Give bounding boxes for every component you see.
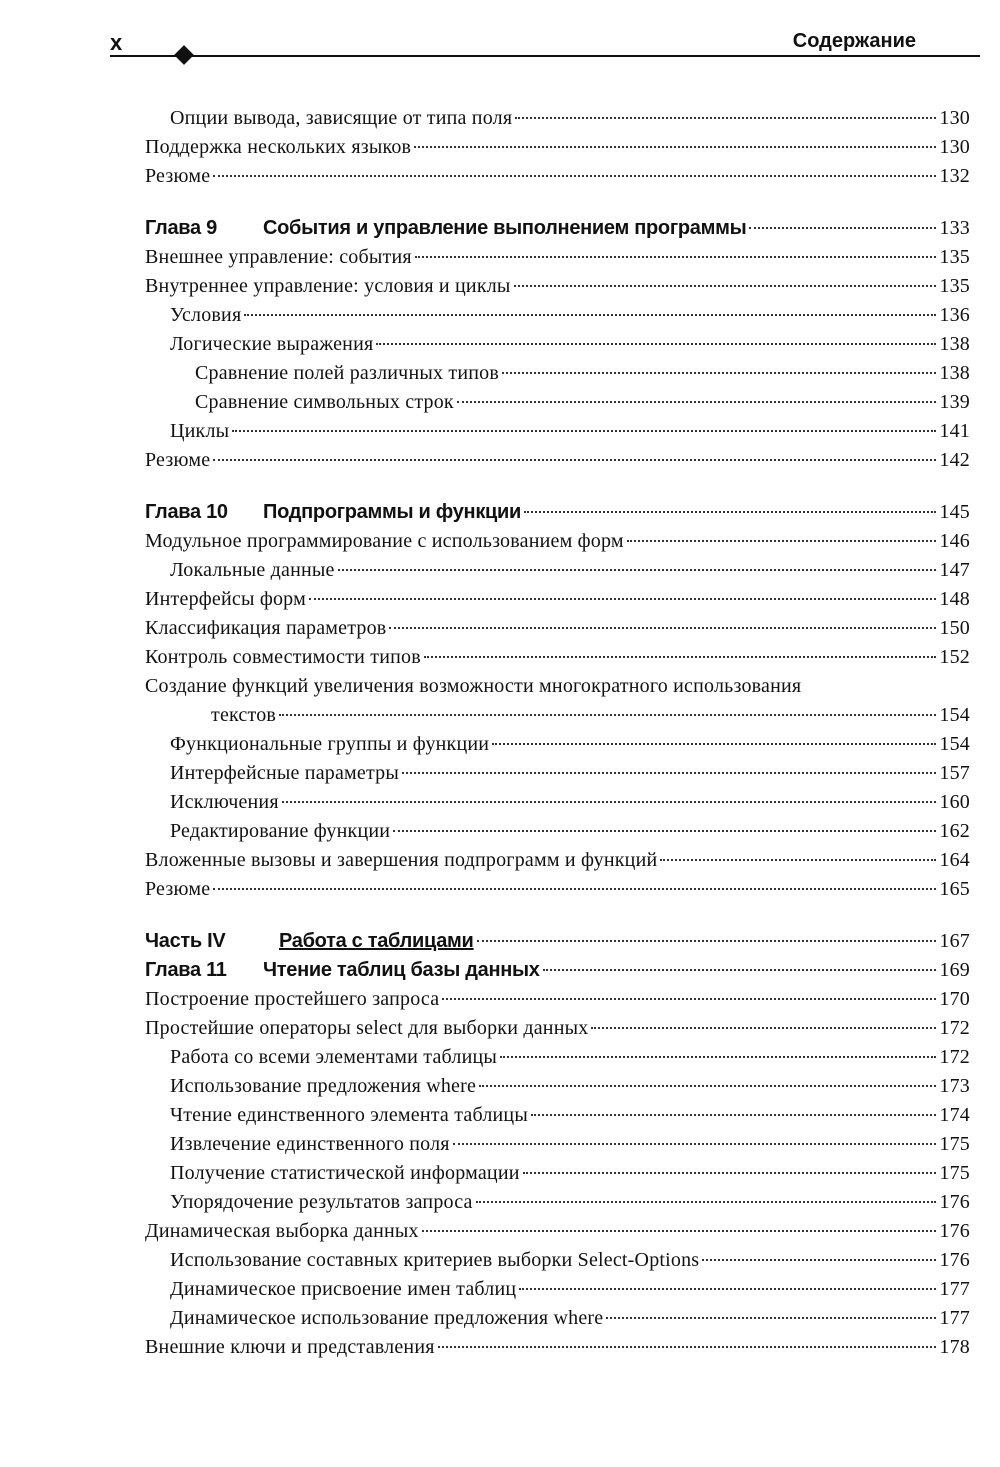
chapter-label: Глава 10	[145, 501, 228, 523]
toc-entry[interactable]: Внешние ключи и представления 178	[145, 1336, 970, 1358]
toc-entry[interactable]: Резюме 142	[145, 449, 970, 471]
chapter-title: Подпрограммы и функции	[263, 501, 522, 523]
toc-entry[interactable]: Интерфейсы форм 148	[145, 588, 970, 610]
toc-entry[interactable]: Циклы 141	[170, 420, 970, 442]
chapter-label: Глава 9	[145, 217, 217, 239]
toc-chapter-heading[interactable]: Глава 11 Чтение таблиц базы данных 169	[145, 956, 970, 985]
toc-entry[interactable]: Функциональные группы и функции 154	[170, 733, 970, 755]
toc-entry[interactable]: Использование предложения where 173	[170, 1075, 970, 1097]
toc-entry[interactable]: Резюме 165	[145, 878, 970, 900]
diamond-ornament-icon	[174, 45, 194, 65]
toc-entry[interactable]: Интерфейсные параметры 157	[170, 762, 970, 784]
toc-entry[interactable]: Логические выражения 138	[170, 333, 970, 355]
page-number: x	[110, 30, 123, 55]
toc-entry[interactable]: Динамическое использование предложения where 177	[170, 1307, 970, 1329]
toc-entry[interactable]: Модульное программирование с использованием форм 146	[145, 530, 970, 552]
part-title: Работа с таблицами	[279, 930, 474, 952]
toc-entry[interactable]: Вложенные вызовы и завершения подпрограмм и функций 164	[145, 849, 970, 871]
toc-entry[interactable]: Резюме 132	[145, 165, 970, 187]
chapter-title: Чтение таблиц базы данных	[263, 959, 540, 981]
running-title: Содержание	[792, 30, 916, 52]
toc-entry[interactable]: Классификация параметров 150	[145, 617, 970, 639]
toc-entry[interactable]: Контроль совместимости типов 152	[145, 646, 970, 668]
part-label: Часть IV	[145, 930, 226, 952]
toc-chapter-heading[interactable]: Глава 9 События и управление выполнением программы 133	[145, 214, 970, 243]
toc-entry[interactable]: Чтение единственного элемента таблицы 174	[170, 1104, 970, 1126]
chapter-label: Глава 11	[145, 959, 227, 981]
toc-entry[interactable]: Редактирование функции 162	[170, 820, 970, 842]
toc-entry-wrapped-continuation[interactable]: текстов 154	[211, 704, 970, 726]
toc-entry[interactable]: Простейшие операторы select для выборки данных 172	[145, 1017, 970, 1039]
table-of-contents	[145, 104, 970, 1362]
toc-entry[interactable]: Получение статистической информации 175	[170, 1162, 970, 1184]
toc-entry[interactable]: Построение простейшего запроса 170	[145, 988, 970, 1010]
toc-entry[interactable]: Упорядочение результатов запроса 176	[170, 1191, 970, 1213]
toc-entry[interactable]: Извлечение единственного поля 175	[170, 1133, 970, 1155]
toc-entry[interactable]: Поддержка нескольких языков 130	[145, 136, 970, 158]
toc-entry[interactable]: Сравнение полей различных типов 138	[195, 362, 970, 384]
toc-entry[interactable]: Работа со всеми элементами таблицы 172	[170, 1046, 970, 1068]
toc-entry[interactable]: Использование составных критериев выборки Select-Options 176	[170, 1249, 970, 1271]
toc-part-heading[interactable]: Часть IV Работа с таблицами 167	[145, 927, 970, 956]
toc-entry[interactable]: Динамическое присвоение имен таблиц 177	[170, 1278, 970, 1300]
page-header	[110, 30, 980, 70]
toc-entry[interactable]: Динамическая выборка данных 176	[145, 1220, 970, 1242]
toc-entry[interactable]: Сравнение символьных строк 139	[195, 391, 970, 413]
toc-entry-wrapped[interactable]: Создание функций увеличения возможности многократного использования	[145, 675, 802, 697]
toc-entry[interactable]: Локальные данные 147	[170, 559, 970, 581]
toc-entry[interactable]: Внешнее управление: события 135	[145, 246, 970, 268]
toc-chapter-heading[interactable]: Глава 10 Подпрограммы и функции 145	[145, 498, 970, 527]
header-rule	[110, 55, 980, 57]
chapter-title: События и управление выполнением программы	[263, 217, 747, 239]
toc-entry[interactable]: Опции вывода, зависящие от типа поля 130	[170, 107, 970, 129]
toc-entry[interactable]: Внутреннее управление: условия и циклы 135	[145, 275, 970, 297]
toc-entry[interactable]: Исключения 160	[170, 791, 970, 813]
toc-entry[interactable]: Условия 136	[170, 304, 970, 326]
